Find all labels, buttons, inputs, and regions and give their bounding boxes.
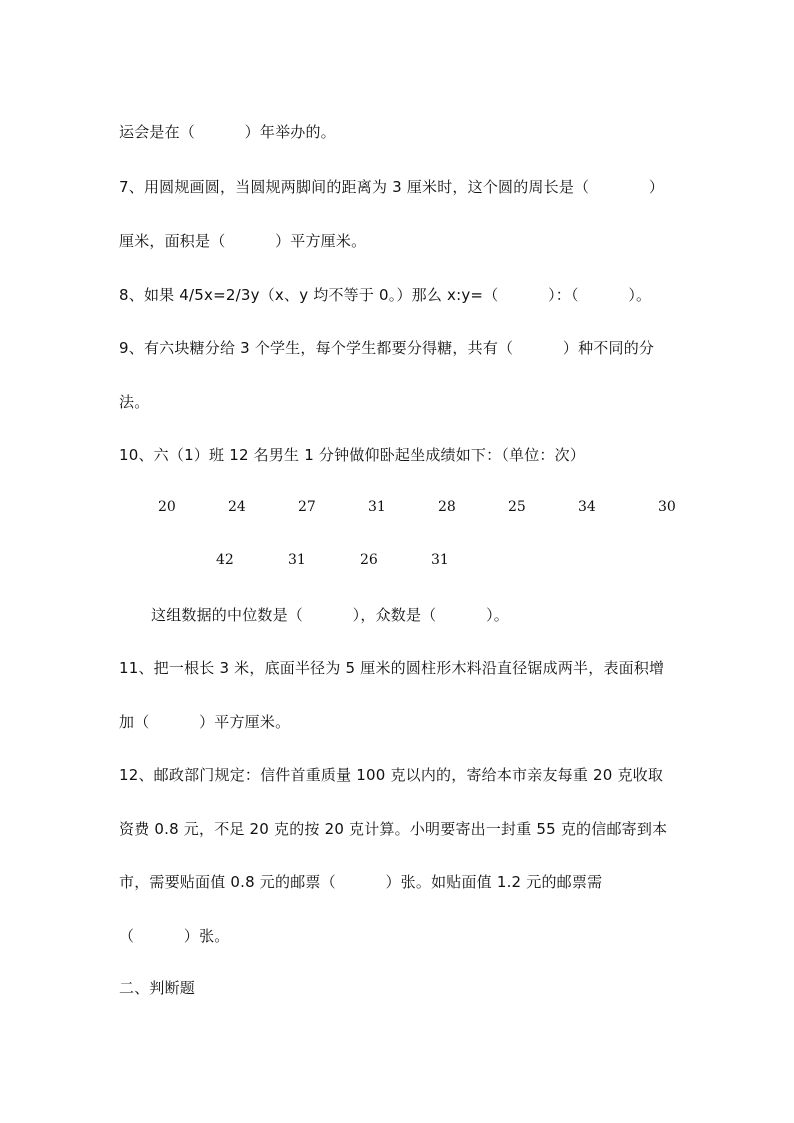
question-12-line-3: 市，需要贴面值 0.8 元的邮票（ ）张。如贴面值 1.2 元的邮票需 (119, 873, 603, 891)
section-heading-judgement: 二、判断题 (119, 979, 196, 997)
question-12-line-2: 资费 0.8 元，不足 20 克的按 20 克计算。小明要寄出一封重 55 克的信邮寄到本 (119, 820, 668, 838)
score-value: 31 (288, 552, 306, 568)
score-value: 42 (216, 552, 234, 568)
question-9-line-2: 法。 (119, 393, 150, 411)
question-11-line-1: 11、把一根长 3 米，底面半径为 5 厘米的圆柱形木料沿直径锯成两半，表面积增 (119, 659, 665, 677)
question-11-line-2: 加（ ）平方厘米。 (119, 713, 291, 731)
score-value: 34 (578, 499, 596, 515)
question-9-line-1: 9、有六块糖分给 3 个学生，每个学生都要分得糖，共有（ ）种不同的分 (119, 339, 655, 357)
question-7-line-2: 厘米，面积是（ ）平方厘米。 (119, 232, 367, 250)
question-12-line-1: 12、邮政部门规定：信件首重质量 100 克以内的，寄给本市亲友每重 20 克收取 (119, 766, 664, 784)
question-10: 10、六（1）班 12 名男生 1 分钟做仰卧起坐成绩如下：（单位：次） (119, 446, 586, 464)
score-value: 20 (158, 499, 176, 515)
score-value: 25 (508, 499, 526, 515)
score-value: 27 (298, 499, 316, 515)
question-12-line-4: （ ）张。 (119, 927, 230, 945)
score-value: 31 (431, 552, 449, 568)
score-value: 24 (228, 499, 246, 515)
score-value: 31 (368, 499, 386, 515)
question-10-answer-line: 这组数据的中位数是（ ），众数是（ ）。 (151, 606, 509, 624)
score-value: 26 (360, 552, 378, 568)
score-value: 28 (438, 499, 456, 515)
score-value: 30 (658, 499, 676, 515)
question-8: 8、如果 4/5x=2/3y（x、y 均不等于 0。）那么 x:y=（ ）：（ ）。 (119, 286, 652, 304)
question-7-line-1: 7、用圆规画圆，当圆规两脚间的距离为 3 厘米时，这个圆的周长是（ ） (119, 178, 665, 196)
text-line-sports-year: 运会是在（ ）年举办的。 (119, 123, 336, 141)
